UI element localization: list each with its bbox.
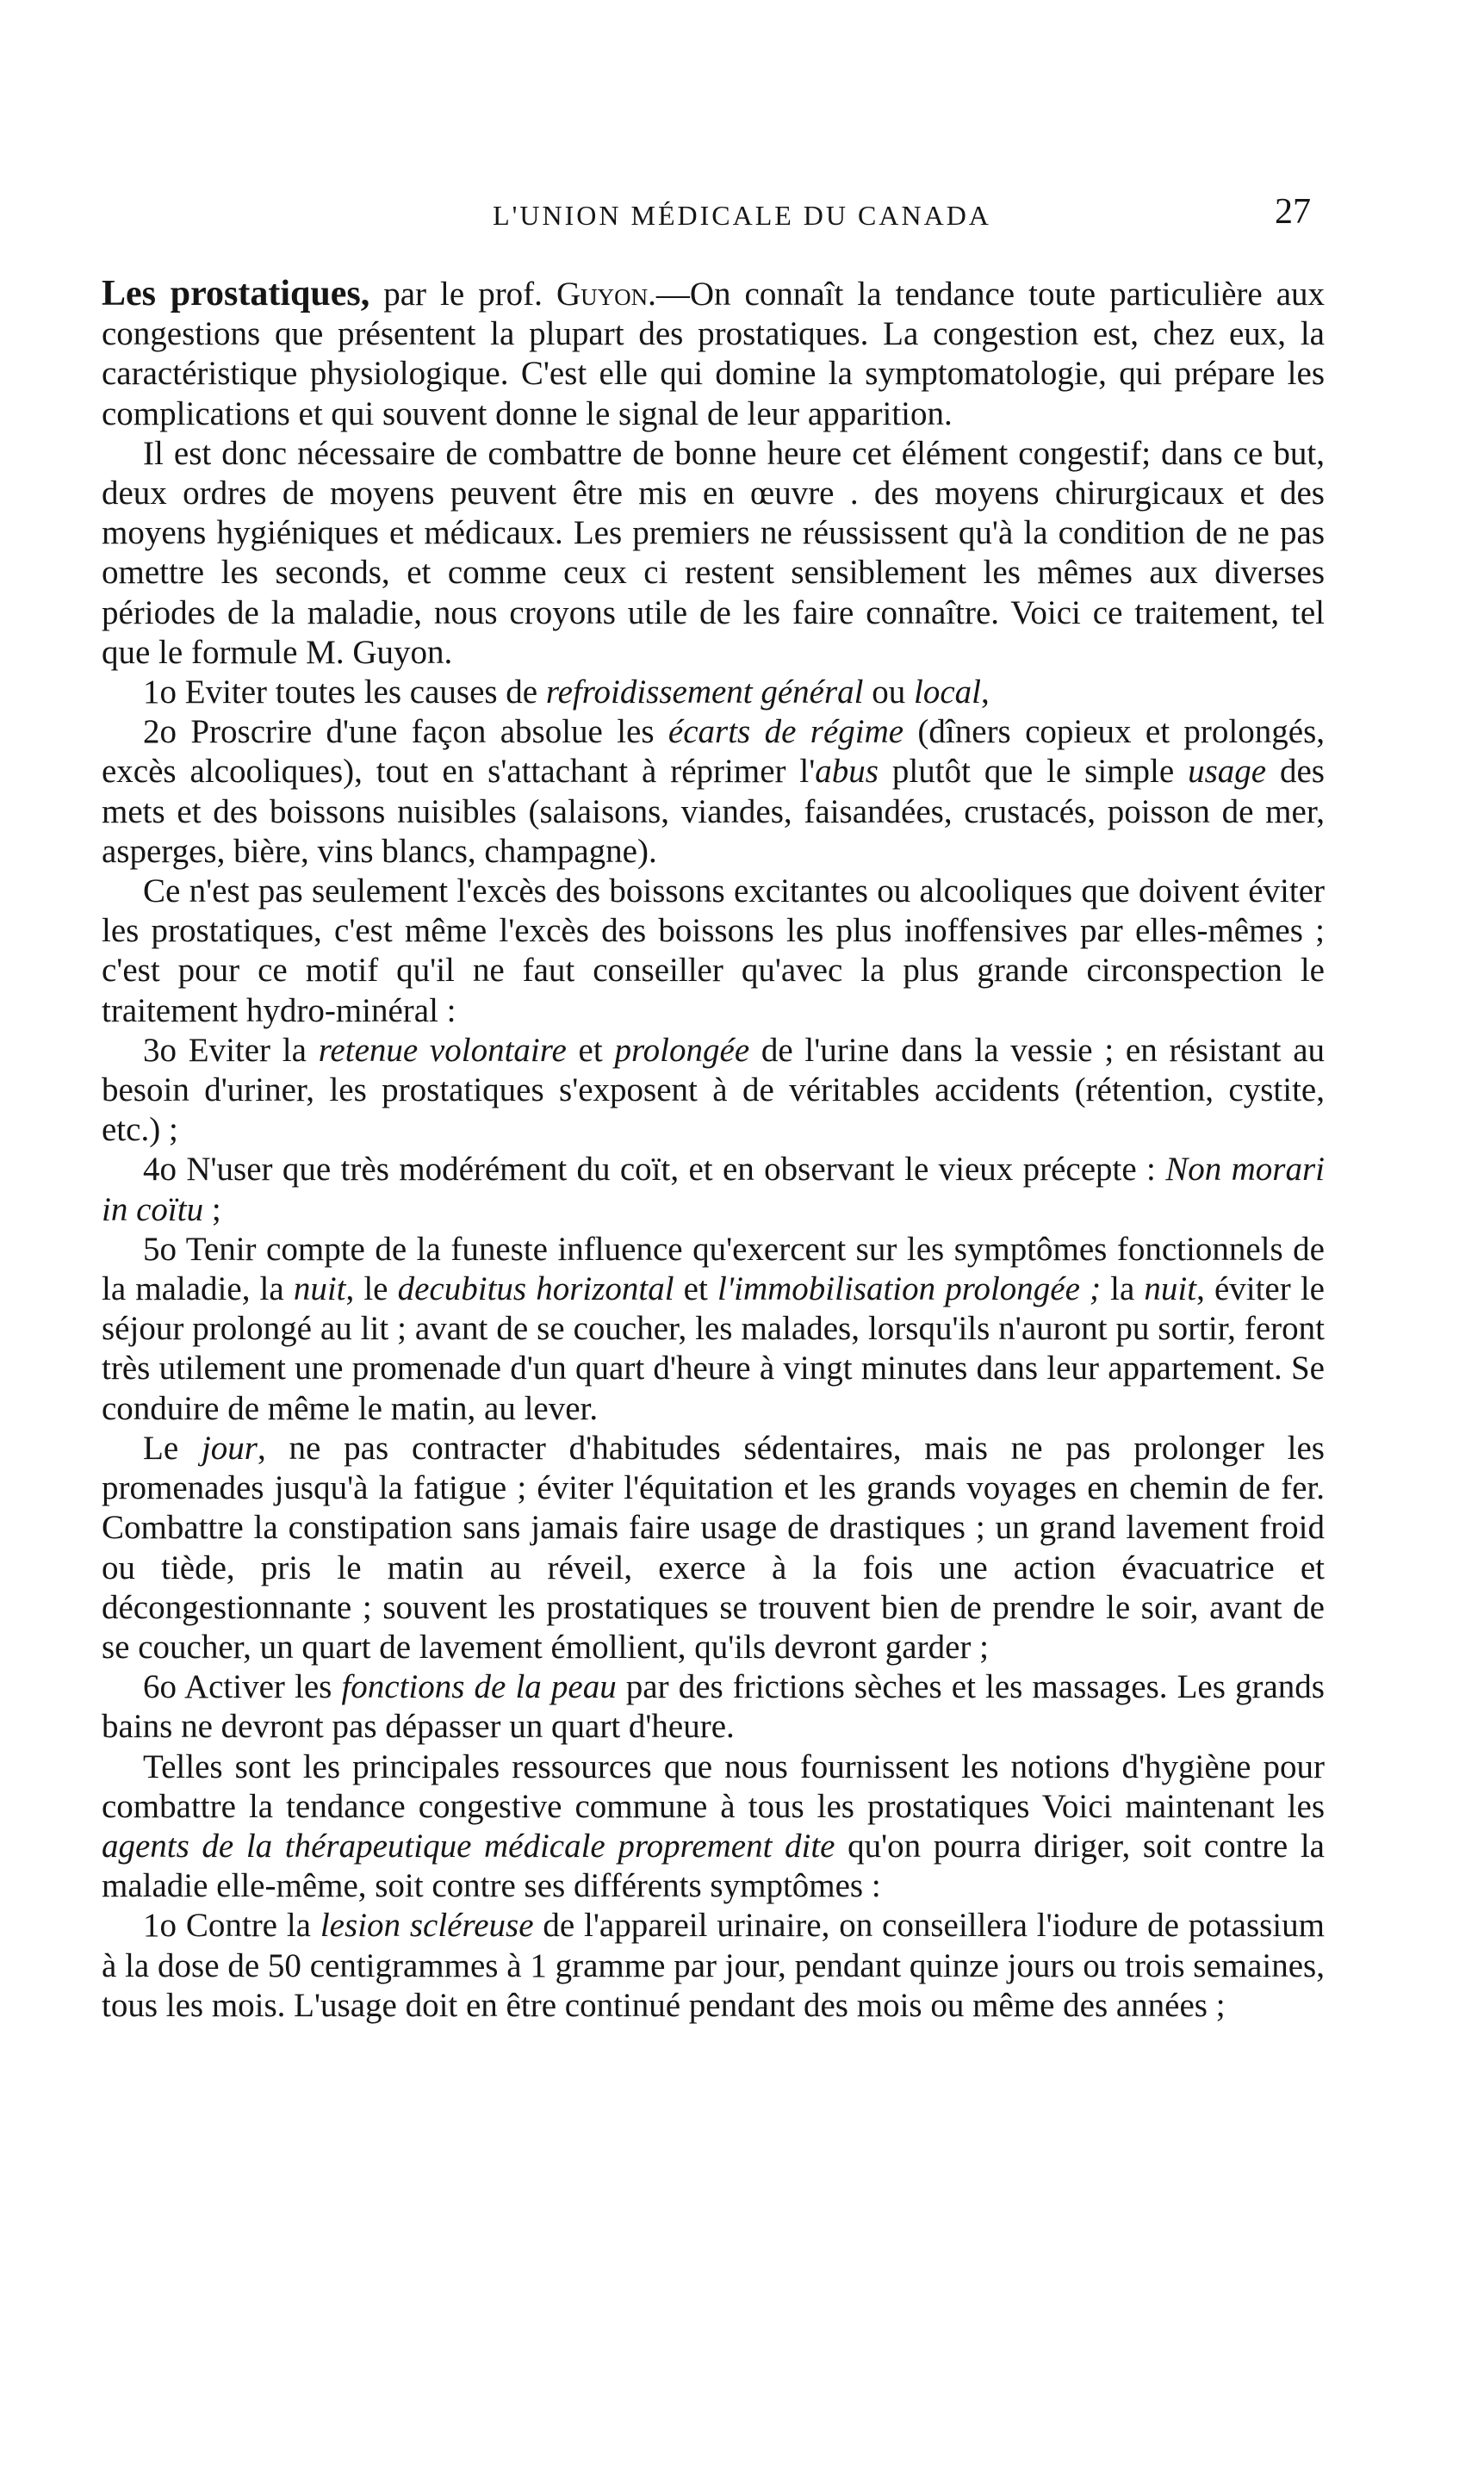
page-number: 27	[1275, 192, 1311, 232]
paragraph-rule-5: 5o Tenir compte de la funeste influence qu'exercent sur les symptômes fonctionnels de la maladie, la nuit, le decubitus horizontal et l'immobilisation prolongée ; la nuit, éviter le séjour prolongé au lit ; avant de se coucher, les malades, lorsqu'ils n'auront pu sortir, feront très utilement une promenade d'un quart d'heure à vingt minutes dans leur appartement. Se conduire de même le matin, au lever.	[102, 1230, 1325, 1427]
article-heading: Les prostatiques,	[102, 274, 370, 313]
paragraph-treatment-1: 1o Contre la lesion scléreuse de l'appareil urinaire, on conseillera l'iodure de potassium à la dose de 50 centigrammes à 1 gramme par jour, pendant quinze jours ou trois semaines, tous les mois. L'usage doit en être continué pendant des mois ou même des années ;	[102, 1907, 1325, 2024]
paragraph-rule-6: 6o Activer les fonctions de la peau par des frictions sèches et les massages. Les grands bains ne devront pas dépasser un quart d'heure.	[102, 1668, 1325, 1746]
paragraph-intro: Les prostatiques, par le prof. Guyon.—On connaît la tendance toute particulière aux congestions que présentent la plupart des prostatiques. La congestion est, chez eux, la caractéristique physiologique. C'est elle qui domine la symptomatologie, qui prépare les complications et qui souvent donne le signal de leur apparition.	[102, 274, 1326, 432]
paragraph-5: Ce n'est pas seulement l'excès des boissons excitantes ou alcooliques que doivent éviter les prostatiques, c'est même l'excès des boissons les plus inoffensives par elles-mêmes ; c'est pour ce motif qu'il ne faut conseiller qu'avec la plus grande circonspection le traitement hydro-minéral :	[102, 872, 1325, 1029]
author-name: Guyon	[556, 276, 649, 313]
paragraph-9: Le jour, ne pas contracter d'habitudes sédentaires, mais ne pas prolonger les promenades jusqu'à la fatigue ; éviter l'équitation et les grands voyages en chemin de fer. Combattre la constipation sans jamais faire usage de drastiques ; un grand lavement froid ou tiède, pris le matin au réveil, exerce à la fois une action évacuatrice et décongestionnante ; souvent les prostatiques se trouvent bien de prendre le soir, avant de se coucher, un quart de lavement émollient, qu'ils devront garder ;	[102, 1429, 1325, 1666]
paragraph-2: Il est donc nécessaire de combattre de bonne heure cet élément congestif; dans ce but, deux ordres de moyens peuvent être mis en œuvre . des moyens chirurgicaux et des moyens hygiéniques et médicaux. Les premiers ne réussissent qu'à la condition de ne pas omettre les seconds, et comme ceux ci restent sensiblement les mêmes aux diverses périodes de la maladie, nous croyons utile de les faire connaître. Voici ce traitement, tel que le formule M. Guyon.	[102, 434, 1325, 671]
paragraph-rule-1: 1o Eviter toutes les causes de refroidissement général ou local,	[143, 674, 990, 711]
article-body	[102, 274, 1325, 2026]
paragraph-rule-3: 3o Eviter la retenue volontaire et prolongée de l'urine dans la vessie ; en résistant au besoin d'uriner, les prostatiques s'exposent à de véritables accidents (rétention, cystite, etc.) ;	[102, 1031, 1326, 1149]
paragraph-rule-4: 4o N'user que très modérément du coït, et en observant le vieux précepte : Non morari in coïtu ;	[102, 1151, 1325, 1228]
running-title: L'UNION MÉDICALE DU CANADA	[493, 200, 991, 231]
paragraph-rule-2: 2o Proscrire d'une façon absolue les écarts de régime (dîners copieux et prolongés, excès alcooliques), tout en s'attachant à réprimer l'abus plutôt que le simple usage des mets et des boissons nuisibles (salaisons, viandes, faisandées, crustacés, poisson de mer, asperges, bière, vins blancs, champagne).	[102, 713, 1325, 870]
paragraph-11: Telles sont les principales ressources que nous fournissent les notions d'hygiène pour combattre la tendance congestive commune à tous les prostatiques Voici maintenant les agents de la thérapeutique médicale proprement dite qu'on pourra diriger, soit contre la maladie elle-même, soit contre ses différents symptômes :	[102, 1747, 1325, 1905]
